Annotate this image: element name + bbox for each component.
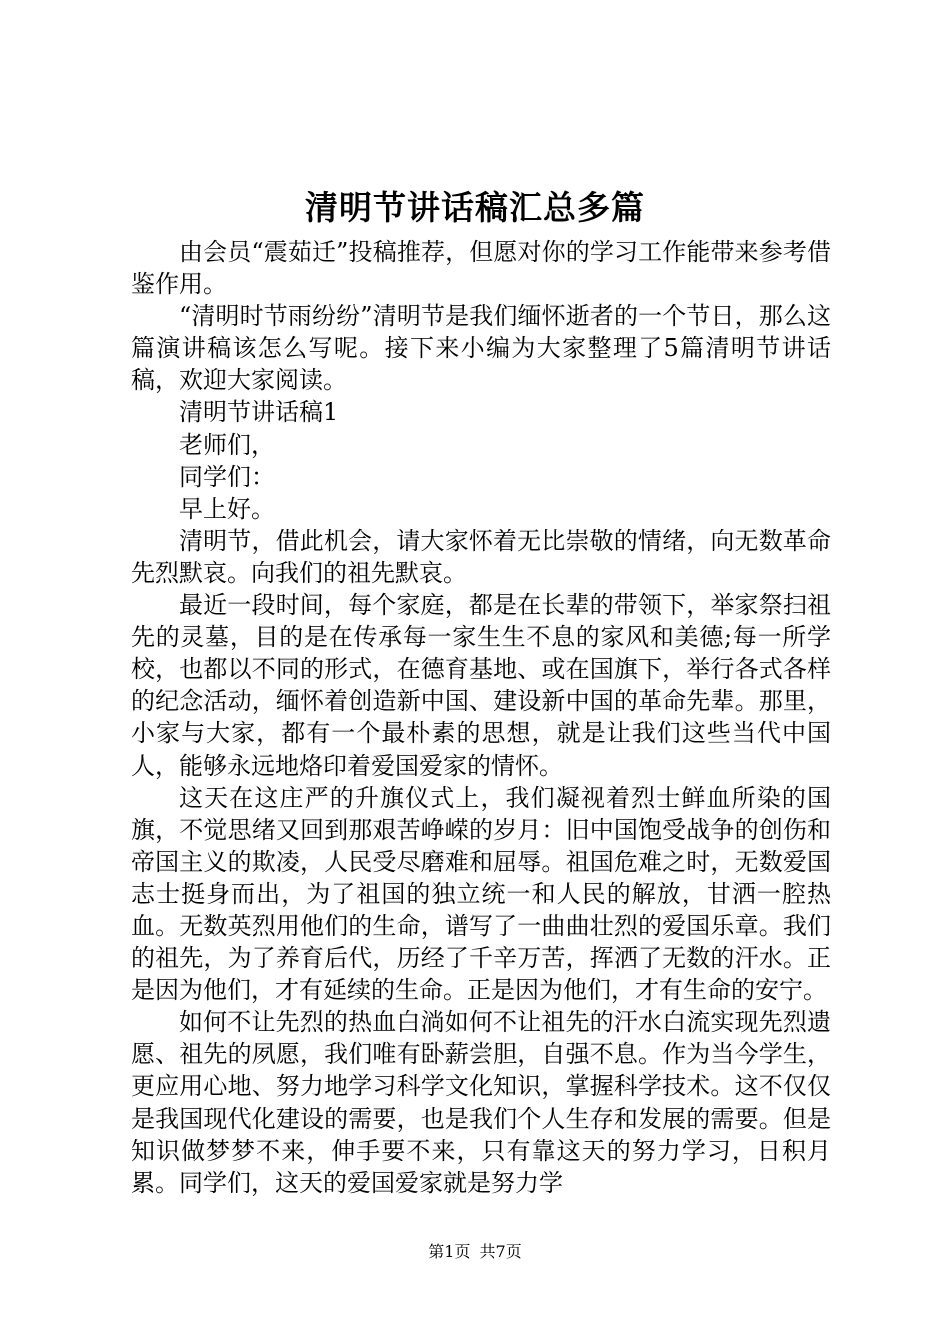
- paragraph-tribute: 清明节，借此机会，请大家怀着无比崇敬的情绪，向无数革命先烈默哀。向我们的祖先默哀。: [131, 526, 831, 587]
- paragraph-lead: “清明时节雨纷纷”清明节是我们缅怀逝者的一个节日，那么这篇演讲稿该怎么写呢。接下来小编为大家整理了5篇清明节讲话稿，欢迎大家阅读。: [131, 302, 831, 395]
- greeting-students: 同学们：: [179, 462, 275, 491]
- paragraph-study: 如何不让先烈的热血白淌如何不让祖先的汗水白流实现先烈遗愿、祖先的夙愿，我们唯有卧薪尝胆，自强不息。作为当今学生，更应用心地、努力地学习科学文化知识，掌握科学技术。这不仅仅是我国现代化建设的需要，也是我们个人生存和发展的需要。但是知识做梦梦不来，伸手要不来，只有靠这天的努力学习，日积月累。同学们，这天的爱国爱家就是努力学: [131, 1008, 831, 1197]
- paragraph-activities: 最近一段时间，每个家庭，都是在长辈的带领下，举家祭扫祖先的灵墓，目的是在传承每一家生生不息的家风和美德;每一所学校，也都以不同的形式，在德育基地、或在国旗下，举行各式各样的纪念活动，缅怀着创造新中国、建设新中国的革命先辈。那里，小家与大家，都有一个最朴素的思想，就是让我们这些当代中国人，能够永远地烙印着爱国爱家的情怀。: [131, 591, 831, 780]
- page-title: 清明节讲话稿汇总多篇: [305, 188, 645, 227]
- greeting-teachers: 老师们，: [179, 430, 275, 459]
- page-footer: [0, 1240, 950, 1264]
- paragraph-ceremony: 这天在这庄严的升旗仪式上，我们凝视着烈士鲜血所染的国旗，不觉思绪又回到那艰苦峥嵘的岁月：旧中国饱受战争的创伤和帝国主义的欺凌，人民受尽磨难和屈辱。祖国危难之时，无数爱国志士挺身而出，为了祖国的独立统一和人民的解放，甘洒一腔热血。无数英烈用他们的生命，谱写了一曲曲壮烈的爱国乐章。我们的祖先，为了养育后代，历经了千辛万苦，挥洒了无数的汗水。正是因为他们，才有延续的生命。正是因为他们，才有生命的安宁。: [131, 783, 831, 1005]
- document-body: [131, 236, 831, 1199]
- page-total: 共7页: [479, 1242, 522, 1261]
- speech-heading: 清明节讲话稿1: [179, 398, 339, 427]
- paragraph-intro: 由会员“震茹迁”投稿推荐，但愿对你的学习工作能带来参考借鉴作用。: [131, 238, 831, 299]
- greeting-morning: 早上好。: [179, 494, 275, 523]
- page-number: 第1页: [428, 1242, 471, 1261]
